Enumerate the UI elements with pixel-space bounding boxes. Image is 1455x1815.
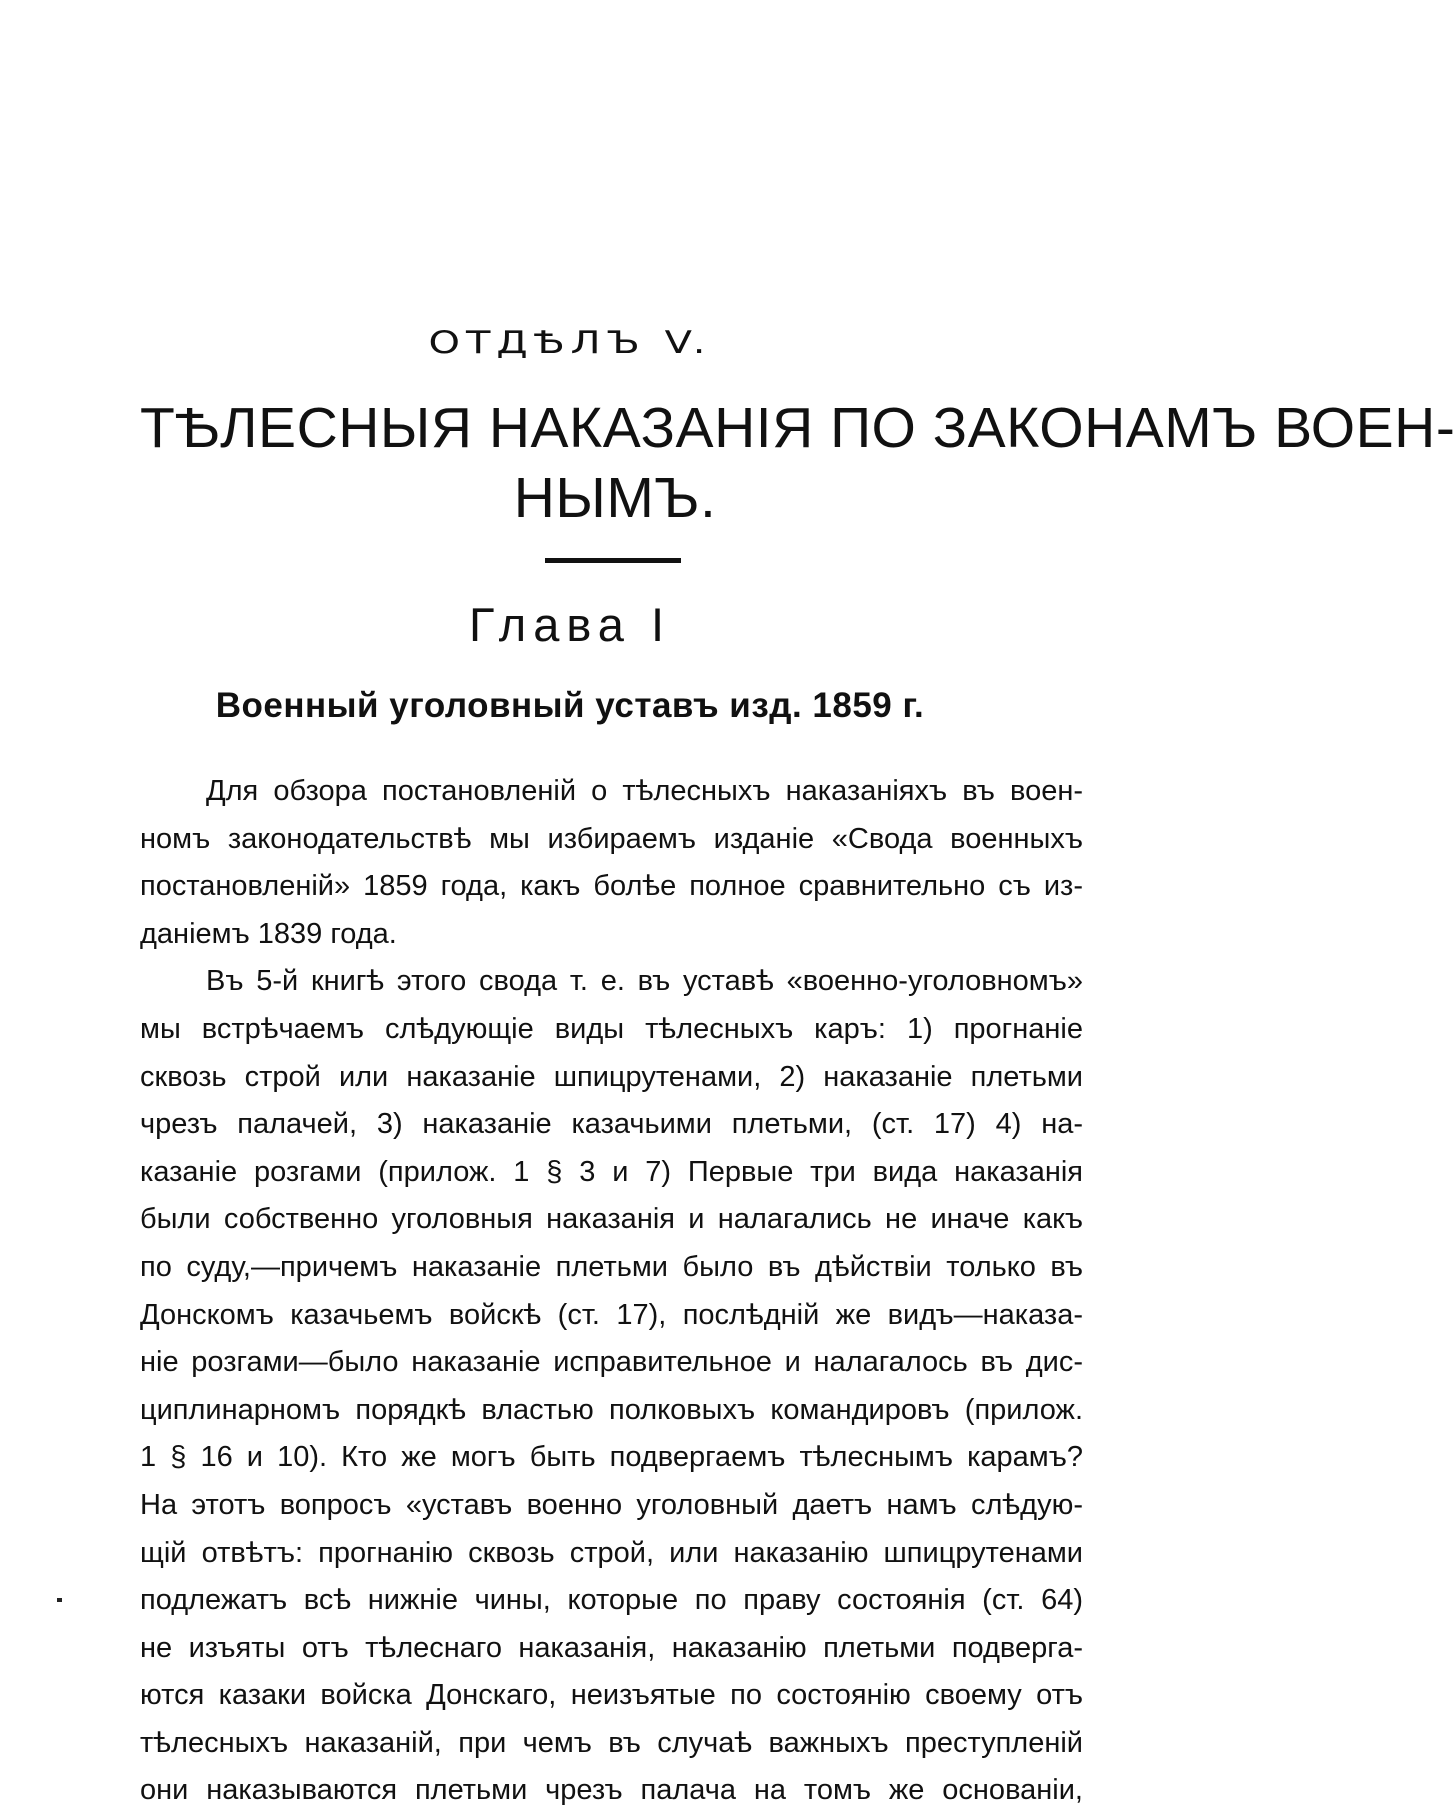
- body-line: Донскомъ казачьемъ войскѣ (ст. 17), послѣдній же видъ—наказа-: [140, 1298, 1083, 1331]
- body-line: ніе розгами—было наказаніе исправительное и налагалось въ дис-: [140, 1346, 1083, 1379]
- main-title: [140, 393, 1455, 533]
- main-title-line: НЫМЪ.: [513, 466, 717, 530]
- body-line: номъ законодательствѣ мы избираемъ изданіе «Свода военныхъ: [140, 822, 1083, 855]
- body-line: казаніе розгами (прилож. 1 § 3 и 7) Первые три вида наказанія: [140, 1155, 1083, 1188]
- body-line: были собственно уголовныя наказанія и налагались не иначе какъ: [140, 1203, 1083, 1236]
- body-line: чрезъ палачей, 3) наказаніе казачьими плетьми, (ст. 17) 4) на-: [140, 1108, 1083, 1141]
- body-line: они наказываются плетьми чрезъ палача на томъ же основаніи,: [140, 1774, 1083, 1807]
- body-line: ются казаки войска Донскаго, неизъятые по состоянію своему отъ: [140, 1679, 1083, 1712]
- body-text: [140, 768, 1083, 1815]
- print-speck: [57, 1598, 62, 1602]
- body-line: мы встрѣчаемъ слѣдующіе виды тѣлесныхъ каръ: 1) прогнаніе: [140, 1012, 1083, 1045]
- body-line: тѣлесныхъ наказаній, при чемъ въ случаѣ важныхъ преступленій: [140, 1726, 1083, 1759]
- body-line: подлежатъ всѣ нижніе чины, которые по праву состоянія (ст. 64): [140, 1584, 1083, 1617]
- body-line: 1 § 16 и 10). Кто же могъ быть подвергаемъ тѣлеснымъ карамъ?: [140, 1441, 1083, 1474]
- body-line: даніемъ 1839 года.: [140, 917, 397, 950]
- body-line: щій отвѣтъ: прогнанію сквозь строй, или наказанію шпицрутенами: [140, 1536, 1083, 1569]
- section-title: ОТДѢЛЪ V.: [428, 325, 712, 361]
- body-line: Для обзора постановленій о тѣлесныхъ наказаніяхъ въ воен-: [206, 775, 1083, 807]
- body-line: постановленій» 1859 года, какъ болѣе полное сравнительно съ из-: [140, 870, 1083, 903]
- chapter-title: Глава I: [468, 598, 672, 651]
- body-line: сквозь строй или наказаніе шпицрутенами, 2) наказаніе плетьми: [140, 1060, 1083, 1093]
- body-line: циплинарномъ порядкѣ властью полковыхъ командировъ (прилож.: [140, 1393, 1083, 1426]
- title-divider: [545, 558, 681, 563]
- main-title-line: ТѢЛЕСНЫЯ НАКАЗАНІЯ ПО ЗАКОНАМЪ ВОЕН-: [140, 396, 1455, 460]
- chapter-subtitle: Военный уголовный уставъ изд. 1859 г.: [215, 686, 925, 725]
- body-line: На этотъ вопросъ «уставъ военно уголовный даетъ намъ слѣдую-: [140, 1488, 1083, 1521]
- body-line: Въ 5-й книгѣ этого свода т. е. въ уставѣ «военно-уголовномъ»: [206, 965, 1083, 998]
- body-line: по суду,—причемъ наказаніе плетьми было въ дѣйствіи только въ: [140, 1250, 1083, 1283]
- body-line: не изъяты отъ тѣлеснаго наказанія, наказанію плетьми подверга-: [140, 1631, 1083, 1664]
